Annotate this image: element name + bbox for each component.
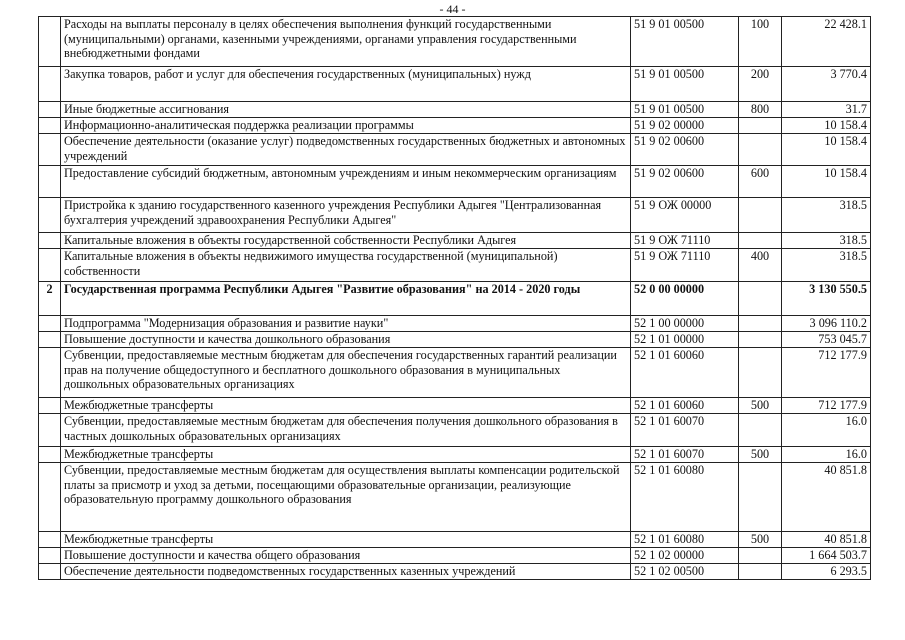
row-expense-type <box>739 348 782 398</box>
row-number <box>39 118 61 134</box>
row-name: Межбюджетные трансферты <box>61 398 631 414</box>
table-row <box>39 398 871 414</box>
row-number <box>39 348 61 398</box>
row-code: 52 1 01 60070 <box>631 447 739 463</box>
row-name: Обеспечение деятельности (оказание услуг) подведомственных государственных бюджетных и автономных учреждений <box>61 134 631 166</box>
row-amount: 3 130 550.5 <box>782 282 871 316</box>
row-code: 52 1 01 60070 <box>631 414 739 447</box>
row-amount: 3 770.4 <box>782 67 871 102</box>
row-code: 51 9 ОЖ 00000 <box>631 198 739 233</box>
row-code: 51 9 02 00600 <box>631 134 739 166</box>
budget-table <box>38 16 871 580</box>
row-number <box>39 548 61 564</box>
row-number <box>39 398 61 414</box>
table-row <box>39 447 871 463</box>
row-name: Пристройка к зданию государственного казенного учреждения Республики Адыгея "Централизованная бухгалтерия учреждений здравоохранения Республики Адыгея" <box>61 198 631 233</box>
table-row <box>39 134 871 166</box>
row-number <box>39 447 61 463</box>
row-name: Иные бюджетные ассигнования <box>61 102 631 118</box>
row-expense-type <box>739 548 782 564</box>
row-name: Межбюджетные трансферты <box>61 532 631 548</box>
row-expense-type <box>739 414 782 447</box>
table-row <box>39 463 871 532</box>
row-number <box>39 463 61 532</box>
table-row <box>39 414 871 447</box>
table-row <box>39 166 871 198</box>
row-number <box>39 17 61 67</box>
row-code: 52 1 01 60060 <box>631 398 739 414</box>
row-amount: 318.5 <box>782 198 871 233</box>
row-name: Субвенции, предоставляемые местным бюджетам для осуществления выплаты компенсации родительской платы за присмотр и уход за детьми, посещающими образовательные организации, реализующие образовательную программу дошкольного образования <box>61 463 631 532</box>
row-expense-type: 100 <box>739 17 782 67</box>
table-row <box>39 564 871 580</box>
row-expense-type: 500 <box>739 447 782 463</box>
row-number <box>39 414 61 447</box>
row-name: Предоставление субсидий бюджетным, автономным учреждениям и иным некоммерческим организациям <box>61 166 631 198</box>
row-code: 52 1 02 00000 <box>631 548 739 564</box>
row-amount: 3 096 110.2 <box>782 316 871 332</box>
row-expense-type <box>739 198 782 233</box>
table-row <box>39 102 871 118</box>
row-code: 52 1 01 60080 <box>631 463 739 532</box>
row-name: Информационно-аналитическая поддержка реализации программы <box>61 118 631 134</box>
table-row <box>39 67 871 102</box>
row-code: 51 9 02 00600 <box>631 166 739 198</box>
row-number <box>39 249 61 282</box>
row-amount: 318.5 <box>782 249 871 282</box>
row-expense-type <box>739 233 782 249</box>
page-number: - 44 - <box>439 2 466 16</box>
row-code: 52 0 00 00000 <box>631 282 739 316</box>
row-amount: 16.0 <box>782 447 871 463</box>
table-row <box>39 532 871 548</box>
row-amount: 16.0 <box>782 414 871 447</box>
row-expense-type: 500 <box>739 532 782 548</box>
table-row <box>39 118 871 134</box>
row-number <box>39 198 61 233</box>
row-code: 52 1 01 60080 <box>631 532 739 548</box>
table-row <box>39 316 871 332</box>
row-amount: 318.5 <box>782 233 871 249</box>
row-name: Субвенции, предоставляемые местным бюджетам для обеспечения получения дошкольного образования в частных дошкольных образовательных организациях <box>61 414 631 447</box>
row-amount: 31.7 <box>782 102 871 118</box>
row-number <box>39 332 61 348</box>
row-name: Закупка товаров, работ и услуг для обеспечения государственных (муниципальных) нужд <box>61 67 631 102</box>
row-name: Обеспечение деятельности подведомственных государственных казенных учреждений <box>61 564 631 580</box>
row-code: 51 9 01 00500 <box>631 17 739 67</box>
row-code: 52 1 01 00000 <box>631 332 739 348</box>
table-row <box>39 332 871 348</box>
row-code: 51 9 ОЖ 71110 <box>631 233 739 249</box>
row-expense-type <box>739 118 782 134</box>
row-code: 52 1 00 00000 <box>631 316 739 332</box>
row-amount: 6 293.5 <box>782 564 871 580</box>
row-name: Субвенции, предоставляемые местным бюджетам для обеспечения государственных гарантий реализации прав на получение общедоступного и бесплатного дошкольного образования в муниципальных дошкольных образовательных организациях <box>61 348 631 398</box>
row-name: Капитальные вложения в объекты недвижимого имущества государственной (муниципальной) собственности <box>61 249 631 282</box>
row-amount: 10 158.4 <box>782 134 871 166</box>
row-amount: 40 851.8 <box>782 463 871 532</box>
row-code: 52 1 02 00500 <box>631 564 739 580</box>
row-name: Расходы на выплаты персоналу в целях обеспечения выполнения функций государственными (муниципальными) органами, казенными учреждениями, органами управления государственными внебюджетными фондами <box>61 17 631 67</box>
row-number <box>39 233 61 249</box>
row-number <box>39 564 61 580</box>
row-code: 51 9 ОЖ 71110 <box>631 249 739 282</box>
row-code: 51 9 02 00000 <box>631 118 739 134</box>
row-amount: 712 177.9 <box>782 348 871 398</box>
row-name: Повышение доступности и качества дошкольного образования <box>61 332 631 348</box>
row-amount: 10 158.4 <box>782 118 871 134</box>
row-expense-type <box>739 282 782 316</box>
row-amount: 10 158.4 <box>782 166 871 198</box>
row-expense-type <box>739 332 782 348</box>
table-row <box>39 17 871 67</box>
table-row <box>39 348 871 398</box>
row-number <box>39 532 61 548</box>
row-expense-type <box>739 564 782 580</box>
row-number <box>39 316 61 332</box>
table-row <box>39 249 871 282</box>
row-code: 52 1 01 60060 <box>631 348 739 398</box>
row-number <box>39 134 61 166</box>
row-expense-type <box>739 134 782 166</box>
row-number: 2 <box>39 282 61 316</box>
row-code: 51 9 01 00500 <box>631 102 739 118</box>
row-expense-type: 600 <box>739 166 782 198</box>
table-row <box>39 198 871 233</box>
row-number <box>39 102 61 118</box>
row-amount: 40 851.8 <box>782 532 871 548</box>
table-row <box>39 233 871 249</box>
row-name: Подпрограмма "Модернизация образования и развитие науки" <box>61 316 631 332</box>
row-amount: 22 428.1 <box>782 17 871 67</box>
row-expense-type: 500 <box>739 398 782 414</box>
row-name: Повышение доступности и качества общего образования <box>61 548 631 564</box>
row-name: Капитальные вложения в объекты государственной собственности Республики Адыгея <box>61 233 631 249</box>
row-amount: 1 664 503.7 <box>782 548 871 564</box>
row-name: Государственная программа Республики Адыгея "Развитие образования" на 2014 - 2020 годы <box>61 282 631 316</box>
row-expense-type <box>739 463 782 532</box>
row-number <box>39 67 61 102</box>
table-row <box>39 548 871 564</box>
row-expense-type: 400 <box>739 249 782 282</box>
row-amount: 712 177.9 <box>782 398 871 414</box>
row-number <box>39 166 61 198</box>
row-expense-type: 800 <box>739 102 782 118</box>
row-expense-type <box>739 316 782 332</box>
row-code: 51 9 01 00500 <box>631 67 739 102</box>
table-row-program <box>39 282 871 316</box>
row-amount: 753 045.7 <box>782 332 871 348</box>
row-name: Межбюджетные трансферты <box>61 447 631 463</box>
row-expense-type: 200 <box>739 67 782 102</box>
